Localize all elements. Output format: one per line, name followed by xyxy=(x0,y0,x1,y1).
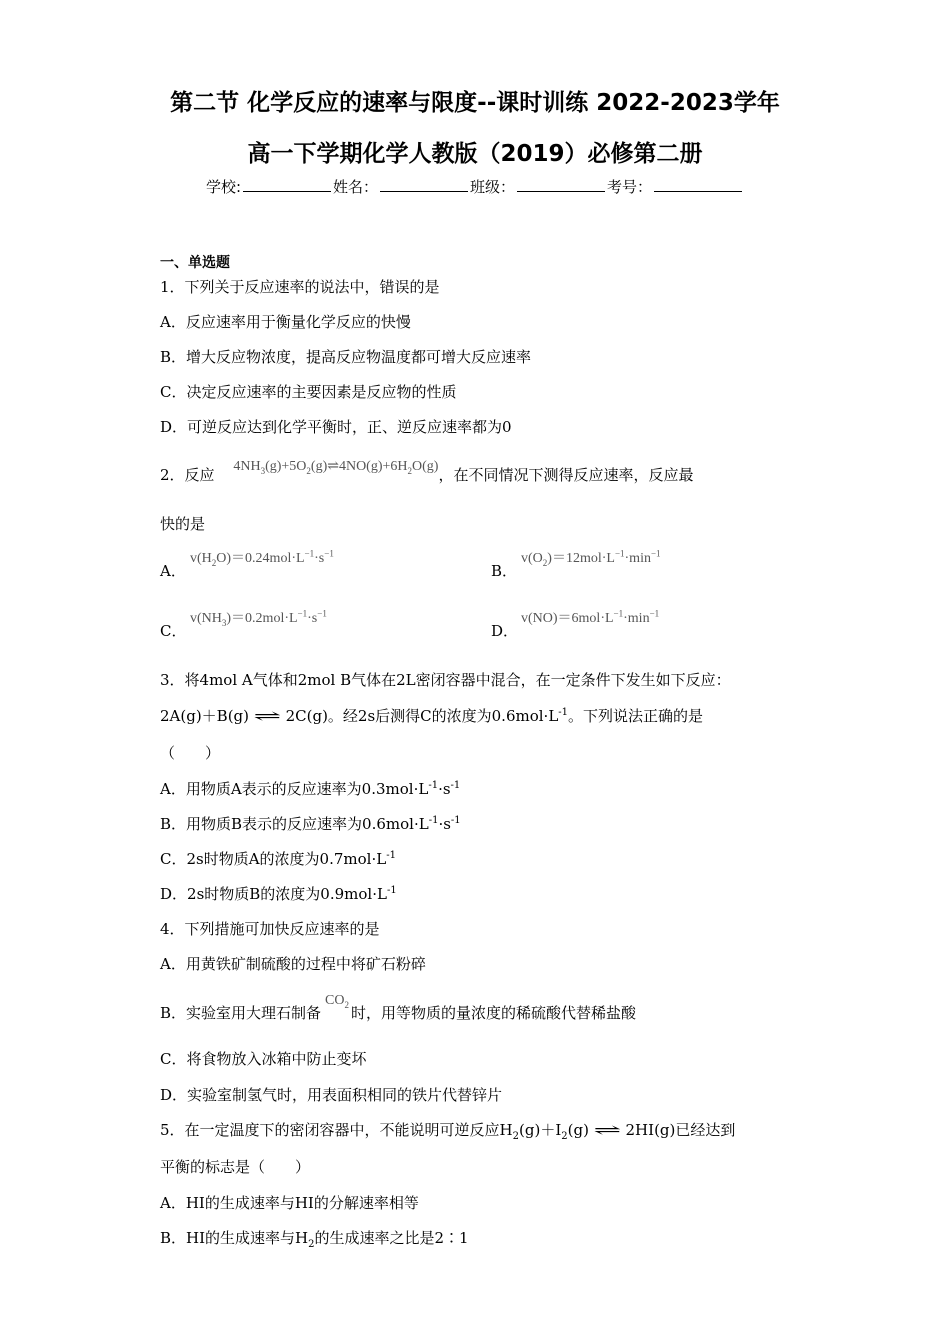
q2-option-b-formula: $v(O_2)=12mol\cdot L^{-1}\cdot\min^{-1}$ xyxy=(521,548,661,568)
q2-option-d-label: D． xyxy=(491,622,519,640)
q3-option-c-text: C．2s时物质A的浓度为0.7mol·L xyxy=(160,850,387,868)
q2-cont: 快的是 xyxy=(160,515,206,533)
q5-stem xyxy=(160,1119,735,1142)
name-label: 姓名： xyxy=(333,178,379,196)
q2-stem xyxy=(160,459,694,486)
q4-option-b xyxy=(160,993,636,1024)
q3-option-b-tail: ·s xyxy=(438,815,451,833)
q3-option-a-exp2: -1 xyxy=(450,780,461,791)
q3-option-a-exp1: -1 xyxy=(428,780,439,791)
q3-option-b-exp1: -1 xyxy=(428,815,439,826)
q3-option-c-exp: -1 xyxy=(386,850,396,861)
q5-option-b-pre: B．HI的生成速率与H xyxy=(160,1229,309,1247)
q5-stem-pre: 5．在一定温度下的密闭容器中，不能说明可逆反应H xyxy=(160,1121,513,1139)
name-blank xyxy=(380,177,468,192)
q4-stem: 4．下列措施可加快反应速率的是 xyxy=(160,920,380,938)
q5-option-b-sub: 2 xyxy=(308,1239,315,1250)
q3-stem-1: 3．将4mol A气体和2mol B气体在2L密闭容器中混合，在一定条件下发生如下反应： xyxy=(160,671,731,689)
q3-option-b xyxy=(160,813,461,834)
number-blank xyxy=(654,177,742,192)
q1-option-a: A．反应速率用于衡量化学反应的快慢 xyxy=(160,313,411,331)
q3-option-d-exp: -1 xyxy=(386,885,397,896)
q3-option-d-text: D．2s时物质B的浓度为0.9mol·L xyxy=(160,885,387,903)
q2-option-a-formula: $v(H_2O)=0.24mol\cdot L^{-1}\cdot s^{-1}$ xyxy=(190,548,334,568)
page-title-line2: 高一下学期化学人教版（2019）必修第二册 xyxy=(247,141,703,167)
q5-eq-arrow: ⇌ xyxy=(593,1121,622,1139)
student-info-line xyxy=(0,176,950,197)
q3-option-a-text: A．用物质A表示的反应速率为0.3mol·L xyxy=(160,780,429,798)
q2-option-d-formula: $v(NO)=6mol\cdot L^{-1}\cdot\min^{-1}$ xyxy=(521,608,660,626)
q4-co2-formula xyxy=(325,993,349,1008)
q5-cont: 平衡的标志是（ ） xyxy=(160,1158,311,1176)
q3-unit-exp: -1 xyxy=(558,707,569,718)
school-blank xyxy=(243,177,331,192)
q4-option-d: D．实验室制氢气时，用表面积相同的铁片代替锌片 xyxy=(160,1086,503,1104)
q5-mid2: (g) xyxy=(567,1121,589,1139)
q2-option-c-formula: $v(NH_3)=0.2mol\cdot L^{-1}\cdot s^{-1}$ xyxy=(190,608,327,628)
q4-co2-sub: 2 xyxy=(344,999,349,1010)
q3-eq-rhs: 2C(g)。经2s后测得C的浓度为0.6mol·L xyxy=(285,707,559,725)
q4-option-b-pre: B．实验室用大理石制备 xyxy=(160,1004,322,1022)
q2-option-d xyxy=(491,608,660,641)
q4-option-b-post: 时，用等物质的量浓度的稀硫酸代替稀盐酸 xyxy=(350,1004,636,1022)
school-label: 学校: xyxy=(205,178,241,196)
q4-co2-text: CO xyxy=(325,993,345,1008)
q3-option-d xyxy=(160,883,397,904)
q2-option-b xyxy=(491,548,661,581)
q5-option-b xyxy=(160,1227,469,1250)
q4-option-c: C．将食物放入冰箱中防止变坏 xyxy=(160,1050,367,1068)
class-blank xyxy=(517,177,605,192)
class-label: 班级： xyxy=(470,178,516,196)
section-heading: 一、单选题 xyxy=(160,255,230,271)
q3-stem-2 xyxy=(160,705,703,726)
q2-option-c xyxy=(160,608,327,641)
q5-i2-sub: 2 xyxy=(561,1131,568,1142)
q3-option-c xyxy=(160,848,396,869)
q5-mid1: (g)＋I xyxy=(519,1121,562,1139)
q1-stem: 1．下列关于反应速率的说法中，错误的是 xyxy=(160,278,440,296)
q3-eq-arrow: ⇌ xyxy=(253,707,282,725)
q2-prefix: 2．反应 xyxy=(160,466,215,484)
q3-paren: （ ） xyxy=(160,744,221,762)
q1-option-d: D．可逆反应达到化学平衡时，正、逆反应速率都为0 xyxy=(160,418,512,436)
q4-option-a: A．用黄铁矿制硫酸的过程中将矿石粉碎 xyxy=(160,955,426,973)
q2-reaction-equation: $4NH_3(g)+5O_2(g)\rightleftharpoons 4NO(g)+6H_2O(g)$ xyxy=(233,459,439,476)
number-label: 考号： xyxy=(607,178,653,196)
q1-option-c: C．决定反应速率的主要因素是反应物的性质 xyxy=(160,383,457,401)
q2-option-a xyxy=(160,548,334,581)
q3-option-a-tail: ·s xyxy=(438,780,451,798)
q3-eq-tail: 。下列说法正确的是 xyxy=(568,707,704,725)
q5-option-b-post: 的生成速率之比是2∶1 xyxy=(314,1229,469,1247)
q2-option-b-label: B． xyxy=(491,562,518,580)
q2-option-a-label: A． xyxy=(160,562,186,580)
q5-stem-post: 2HI(g)已经达到 xyxy=(625,1121,736,1139)
q1-option-b: B．增大反应物浓度，提高反应物温度都可增大反应速率 xyxy=(160,348,532,366)
q3-eq-lhs: 2A(g)＋B(g) xyxy=(160,707,250,725)
q3-option-a xyxy=(160,778,460,799)
q5-option-a: A．HI的生成速率与HI的分解速率相等 xyxy=(160,1194,419,1212)
page-title-line1: 第二节 化学反应的速率与限度--课时训练 2022-2023学年 xyxy=(170,90,780,116)
q5-h2-sub: 2 xyxy=(512,1131,520,1142)
q3-option-b-text: B．用物质B表示的反应速率为0.6mol·L xyxy=(160,815,429,833)
q3-option-b-exp2: -1 xyxy=(450,815,461,826)
q2-suffix: ，在不同情况下测得反应速率，反应最 xyxy=(438,466,694,484)
q2-option-c-label: C． xyxy=(160,622,187,640)
